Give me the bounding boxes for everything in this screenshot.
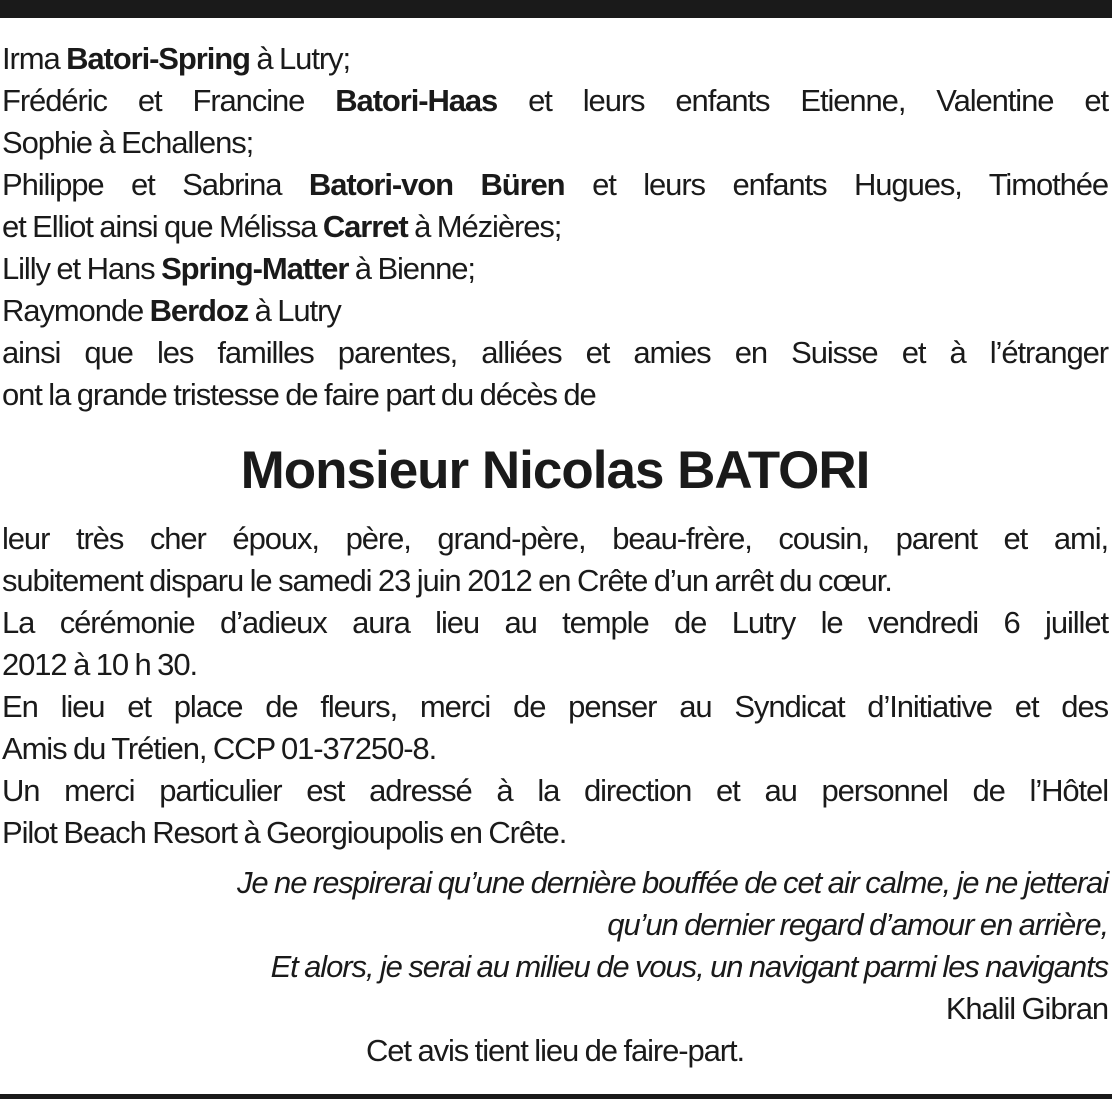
top-rule <box>0 0 1112 18</box>
family-name: Batori-Haas <box>335 83 498 118</box>
body-line: En lieu et place de fleurs, merci de penser au Syndicat d’Initiative et des <box>2 689 1108 724</box>
body-line: leur très cher époux, père, grand-père, beau-frère, cousin, parent et ami, <box>2 521 1108 556</box>
quote-block <box>2 862 1108 988</box>
body-line: Un merci particulier est adressé à la direction et au personnel de l’Hôtel <box>2 773 1108 808</box>
body-line: Amis du Trétien, CCP 01-37250-8. <box>2 731 437 766</box>
quote-author: Khalil Gibran <box>945 991 1108 1026</box>
family-name: Batori-Spring <box>66 41 250 76</box>
family-line: Irma Batori-Spring à Lutry; <box>2 41 350 76</box>
body-line: Pilot Beach Resort à Georgioupolis en Crête. <box>2 815 567 850</box>
quote-line: Je ne respirerai qu’une dernière bouffée de cet air calme, je ne jetterai <box>237 865 1108 900</box>
deceased-name-title: Monsieur Nicolas BATORI <box>240 441 870 500</box>
family-line: Sophie à Echallens; <box>2 125 254 160</box>
body-line: 2012 à 10 h 30. <box>2 647 197 682</box>
bottom-rule <box>0 1094 1112 1099</box>
family-name: Carret <box>322 209 408 244</box>
family-line: Raymonde Berdoz à Lutry <box>2 293 341 328</box>
body-line: subitement disparu le samedi 23 juin 2012 en Crête d’un arrêt du cœur. <box>2 563 892 598</box>
family-line: Frédéric et Francine Batori-Haas et leurs enfants Etienne, Valentine et <box>2 83 1108 118</box>
footer-note: Cet avis tient lieu de faire-part. <box>365 1033 745 1068</box>
quote-line: qu’un dernier regard d’amour en arrière, <box>607 907 1108 942</box>
body-line: La cérémonie d’adieux aura lieu au temple de Lutry le vendredi 6 juillet <box>2 605 1108 640</box>
quote-line: Et alors, je serai au milieu de vous, un navigant parmi les navigants <box>270 949 1108 984</box>
family-line: Philippe et Sabrina Batori-von Büren et leurs enfants Hugues, Timothée <box>2 167 1109 202</box>
family-name: Batori-von Büren <box>308 167 565 202</box>
family-line: Lilly et Hans Spring-Matter à Bienne; <box>2 251 475 286</box>
family-name: Spring-Matter <box>161 251 349 286</box>
family-line: et Elliot ainsi que Mélissa Carret à Mézières; <box>2 209 562 244</box>
family-name: Berdoz <box>149 293 249 328</box>
family-line: ont la grande tristesse de faire part du décès de <box>2 377 596 412</box>
obituary-notice <box>2 38 1108 1072</box>
family-line: ainsi que les familles parentes, alliées et amies en Suisse et à l’étranger <box>2 335 1108 370</box>
